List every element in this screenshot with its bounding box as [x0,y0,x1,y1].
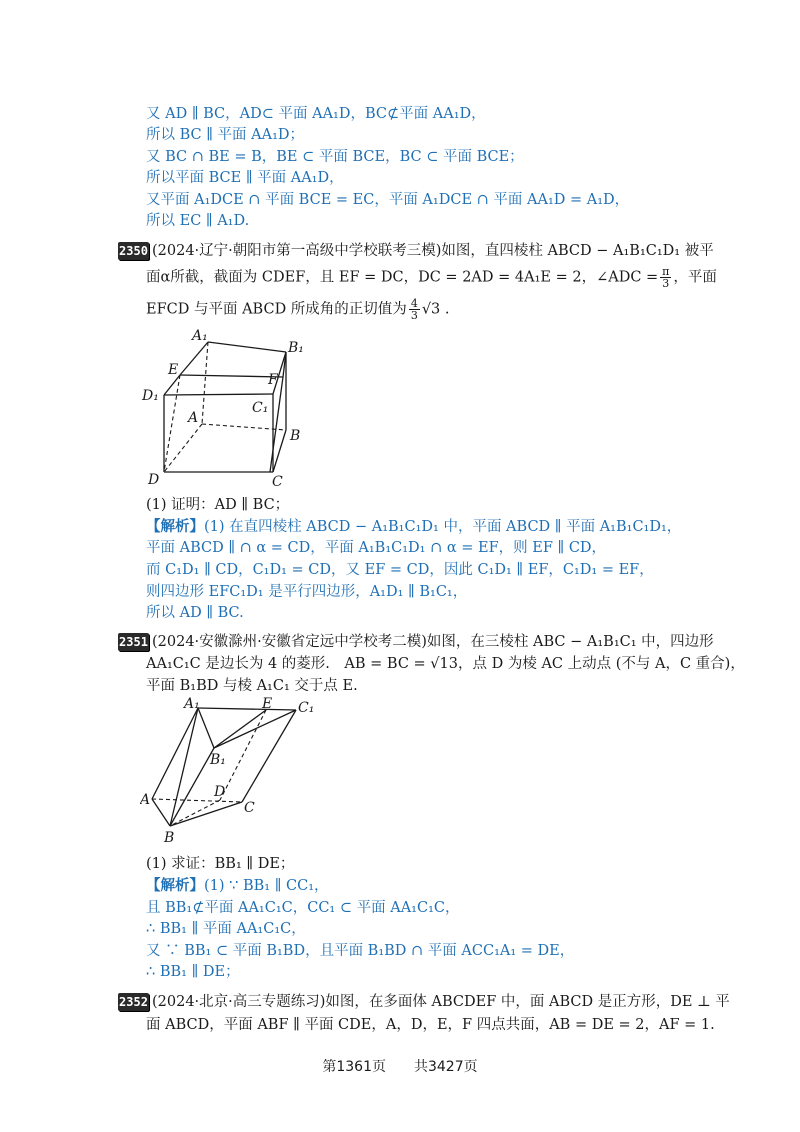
label-A: A [140,792,151,808]
solution-tag: 【解析】 [146,518,204,535]
problem-2352-line-1: (2024·北京·高三专题练习)如图，在多面体 ABCDEF 中，面 ABCD 是正方形，DE ⊥ 平 [152,994,730,1010]
label-D1: D₁ [142,388,159,404]
problem-2350-solution-4: 则四边形 EFC₁D₁ 是平行四边形，A₁D₁ ∥ B₁C₁， [146,584,468,600]
problem-2350-line-2a: 面α所截，截面为 CDEF，且 EF = DC，DC = 2AD = 4A₁E = 2，∠ADC = [146,269,659,286]
angle-fraction: $\frac{\pi}{3}$ [662,265,670,290]
label-B1: B₁ [210,752,226,768]
label-D: D [214,784,226,800]
page-footer: 第1361页 共3427页 [322,1059,478,1075]
label-A1: A₁ [184,696,200,712]
label-B: B [164,830,175,846]
problem-2350-solution-3: 而 C₁D₁ ∥ CD，C₁D₁ = CD，又 EF = CD，因此 C₁D₁ ∥ EF，C₁D₁ = EF， [146,562,654,578]
problem-2350-question: (1) 证明：AD ∥ BC； [146,497,290,513]
top-line-1: 又 AD ∥ BC，AD⊂ 平面 AA₁D，BC⊄平面 AA₁D， [146,106,486,122]
solution-tag: 【解析】 [146,877,204,894]
label-C: C [244,800,255,816]
label-A: A [188,410,199,426]
problem-2352-line-2: 面 ABCD，平面 ABF ∥ 平面 CDE，A，D，E，F 四点共面，AB = DE = 2，AF = 1. [146,1017,715,1033]
problem-2351-solution-3: ∴ BB₁ ∥ 平面 AA₁C₁C， [146,921,306,937]
label-C1: C₁ [252,400,269,416]
label-C: C [272,474,283,490]
problem-2350-line-3 [146,298,450,321]
problem-2351-line-3: 平面 B₁BD 与棱 A₁C₁ 交于点 E. [146,678,358,694]
problem-2351-line-2: AA₁C₁C 是边长为 4 的菱形. AB = BC = √13，点 D 为棱 AC 上动点 (不与 A，C 重合)， [146,656,745,672]
top-line-6: 所以 EC ∥ A₁D. [146,213,250,229]
problem-2351-question: (1) 求证：BB₁ ∥ DE； [146,856,295,872]
label-B1: B₁ [288,340,304,356]
top-line-2: 所以 BC ∥ 平面 AA₁D； [146,127,305,143]
problem-number-badge: 2352 [119,995,148,1009]
label-B: B [290,428,301,444]
label-F: F [268,372,278,388]
problem-2350-line-3a: EFCD 与平面 ABCD 所成角的正切值为 [146,301,407,318]
problem-2350-solution-2: 平面 ABCD ∥ ∩ α = CD，平面 A₁B₁C₁D₁ ∩ α = EF，则 EF ∥ CD， [146,540,607,556]
prism-figure-2351 [140,696,340,848]
problem-2351-solution-2: 且 BB₁⊄平面 AA₁C₁C，CC₁ ⊂ 平面 AA₁C₁C， [146,900,460,916]
answer-fraction: $\frac{4}{3}$ [410,297,418,322]
top-line-5: 又平面 A₁DCE ∩ 平面 BCE = EC，平面 A₁DCE ∩ 平面 AA₁D = A₁D， [146,192,630,208]
problem-2350-line-2 [146,266,717,289]
problem-2350-line-2b: ，平面 [673,269,717,286]
top-line-4: 所以平面 BCE ∥ 平面 AA₁D， [146,170,344,186]
prism-figure-2350 [140,322,320,494]
problem-2350-line-1: (2024·辽宁·朝阳市第一高级中学校联考三模)如图，直四棱柱 ABCD − A₁B₁C₁D₁ 被平 [152,243,714,259]
problem-2350-solution-1: 【解析】(1) 在直四棱柱 ABCD − A₁B₁C₁D₁ 中，平面 ABCD ∥ 平面 A₁B₁C₁D₁， [146,518,682,535]
top-line-3: 又 BC ∩ BE = B，BE ⊂ 平面 BCE，BC ⊂ 平面 BCE； [146,149,524,165]
label-C1: C₁ [298,700,315,716]
problem-2351-line-1: (2024·安徽滁州·安徽省定远中学校考二模)如图，在三棱柱 ABC − A₁B₁C₁ 中，四边形 [152,634,714,650]
label-E: E [168,362,179,378]
label-D: D [148,472,160,488]
problem-2350-line-3b: √3 . [421,301,450,318]
problem-2351-solution-1: 【解析】(1) ∵ BB₁ ∥ CC₁， [146,877,329,894]
label-E: E [262,696,273,712]
label-A1: A₁ [192,328,208,344]
problem-2351-solution-5: ∴ BB₁ ∥ DE； [146,964,240,980]
problem-number-badge: 2351 [119,635,148,649]
problem-number-badge: 2350 [119,244,148,258]
problem-2351-solution-4: 又 ∵ BB₁ ⊂ 平面 B₁BD，且平面 B₁BD ∩ 平面 ACC₁A₁ = DE， [146,943,575,959]
problem-2350-solution-5: 所以 AD ∥ BC. [146,605,244,621]
